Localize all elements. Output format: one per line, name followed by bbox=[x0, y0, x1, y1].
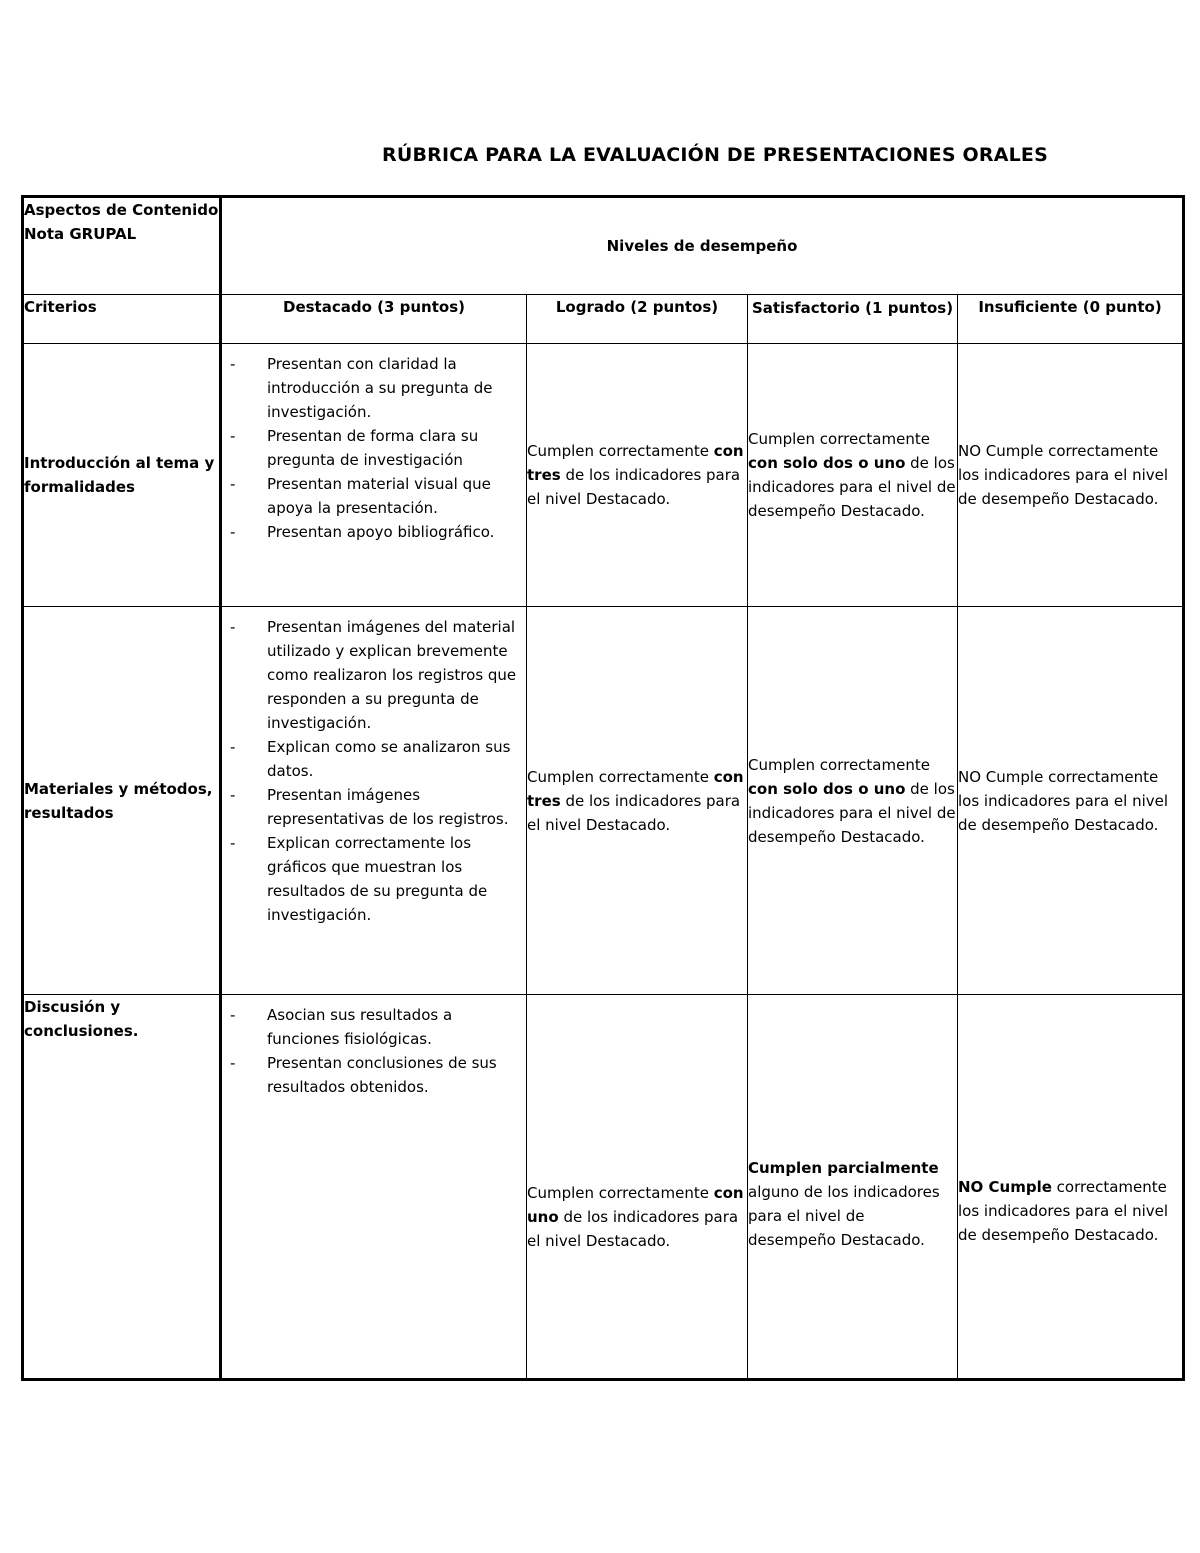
satisfactorio-cell: Cumplen correctamente con solo dos o uno de los indicadores para el nivel de desempeño Destacado. bbox=[748, 607, 958, 995]
criterios-header: Criterios bbox=[23, 295, 221, 344]
destacado-cell bbox=[221, 995, 527, 1380]
table-row bbox=[23, 995, 1184, 1380]
logrado-cell: Cumplen correctamente con tres de los indicadores para el nivel Destacado. bbox=[527, 607, 748, 995]
rubric-table bbox=[21, 195, 1185, 1381]
destacado-cell bbox=[221, 607, 527, 995]
insuficiente-header: Insuficiente (0 punto) bbox=[958, 295, 1184, 344]
criterio-cell: Materiales y métodos, resultados bbox=[23, 607, 221, 995]
indicator-item: - Asocian sus resultados a funciones fisiológicas. bbox=[230, 1003, 518, 1051]
indicator-item: - Presentan conclusiones de sus resultados obtenidos. bbox=[230, 1051, 518, 1099]
indicator-item: - Presentan apoyo bibliográfico. bbox=[230, 520, 518, 544]
document-title: RÚBRICA PARA LA EVALUACIÓN DE PRESENTACIONES ORALES bbox=[382, 144, 1048, 166]
destacado-cell bbox=[221, 344, 527, 607]
indicator-item: - Presentan de forma clara su pregunta de investigación bbox=[230, 424, 518, 472]
logrado-header: Logrado (2 puntos) bbox=[527, 295, 748, 344]
indicator-item: - Presentan con claridad la introducción a su pregunta de investigación. bbox=[230, 352, 518, 424]
indicator-list bbox=[222, 607, 526, 927]
satisfactorio-cell: Cumplen parcialmente alguno de los indicadores para el nivel de desempeño Destacado. bbox=[748, 995, 958, 1380]
logrado-cell: Cumplen correctamente con tres de los indicadores para el nivel Destacado. bbox=[527, 344, 748, 607]
satisfactorio-header: Satisfactorio (1 puntos) bbox=[748, 295, 958, 344]
indicator-item: - Explican como se analizaron sus datos. bbox=[230, 735, 518, 783]
table-row bbox=[23, 344, 1184, 607]
insuficiente-cell: NO Cumple correctamente los indicadores para el nivel de desempeño Destacado. bbox=[958, 344, 1184, 607]
indicator-item: - Presentan material visual que apoya la presentación. bbox=[230, 472, 518, 520]
indicator-item: - Explican correctamente los gráficos que muestran los resultados de su pregunta de investigación. bbox=[230, 831, 518, 927]
insuficiente-cell: NO Cumple correctamente los indicadores para el nivel de desempeño Destacado. bbox=[958, 995, 1184, 1380]
niveles-header: Niveles de desempeño bbox=[221, 197, 1184, 295]
logrado-cell: Cumplen correctamente con uno de los indicadores para el nivel Destacado. bbox=[527, 995, 748, 1380]
criterio-cell: Introducción al tema y formalidades bbox=[23, 344, 221, 607]
indicator-list bbox=[222, 995, 526, 1099]
satisfactorio-cell: Cumplen correctamente con solo dos o uno de los indicadores para el nivel de desempeño Destacado. bbox=[748, 344, 958, 607]
table-row bbox=[23, 607, 1184, 995]
destacado-header: Destacado (3 puntos) bbox=[221, 295, 527, 344]
indicator-item: - Presentan imágenes representativas de los registros. bbox=[230, 783, 518, 831]
criterio-cell: Discusión y conclusiones. bbox=[23, 995, 221, 1380]
aspect-header: Aspectos de Contenido Nota GRUPAL bbox=[23, 197, 221, 295]
indicator-list bbox=[222, 344, 526, 544]
insuficiente-cell: NO Cumple correctamente los indicadores para el nivel de desempeño Destacado. bbox=[958, 607, 1184, 995]
indicator-item: - Presentan imágenes del material utilizado y explican brevemente como realizaron los registros que responden a su pregunta de investigación. bbox=[230, 615, 518, 735]
